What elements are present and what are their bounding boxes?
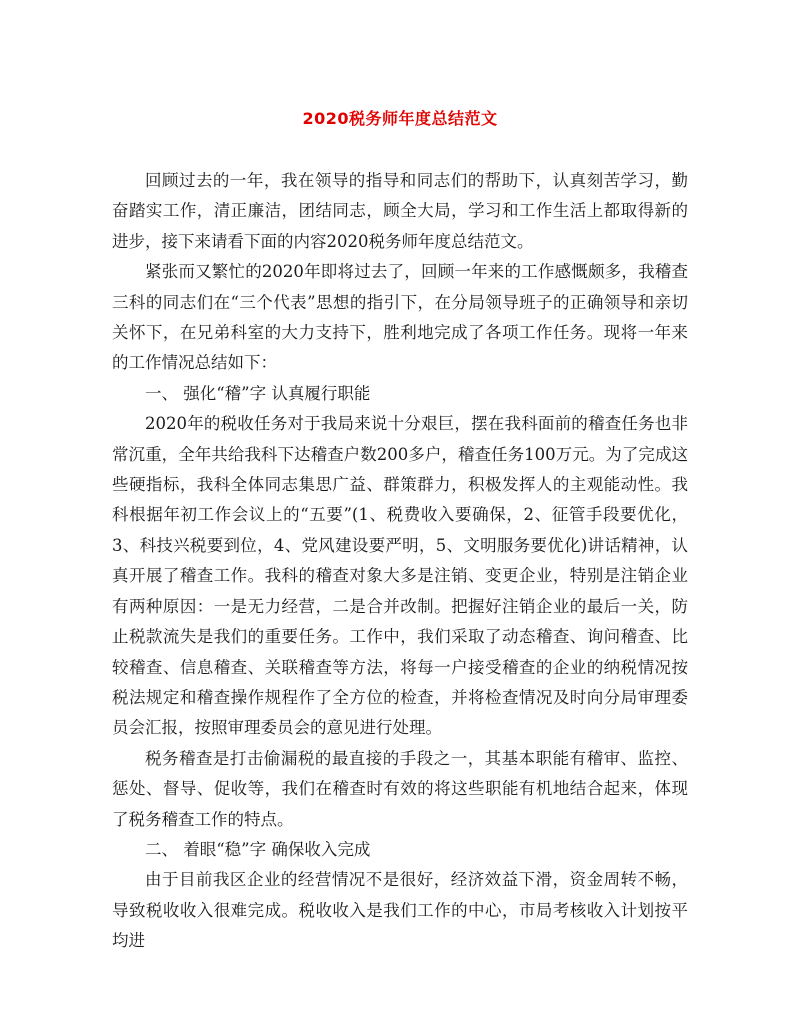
paragraph-section-1-body: 2020年的税收任务对于我局来说十分艰巨，摆在我科面前的稽查任务也非常沉重，全年共给我科下达稽查户数200多户，稽查任务100万元。为了完成这些硬指标，我科全体同志集思广益、群策群力，积极发挥人的主观能动性。我科根据年初工作会议上的“五要”(1、税费收入要确保，2、征管手段要优化，3、科技兴税要到位，4、党风建设要严明，5、文明服务要优化)讲话精神，认真开展了稽查工作。我科的稽查对象大多是注销、变更企业，特别是注销企业有两种原因：一是无力经营，二是合并改制。把握好注销企业的最后一关，防止税款流失是我们的重要任务。工作中，我们采取了动态稽查、询问稽查、比较稽查、信息稽查、关联稽查等方法，将每一户接受稽查的企业的纳税情况按税法规定和稽查操作规程作了全方位的检查，并将检查情况及时向分局审理委员会汇报，按照审理委员会的意见进行处理。 [112, 414, 688, 738]
section-heading-2: 二、 着眼“稳”字 确保收入完成 [145, 839, 371, 859]
section-heading-1: 一、 强化“稽”字 认真履行职能 [145, 383, 371, 403]
paragraph-overview: 紧张而又繁忙的2020年即将过去了，回顾一年来的工作感慨颇多，我稽查三科的同志们在“三个代表”思想的指引下，在分局领导班子的正确领导和亲切关怀下，在兄弟科室的大力支持下，胜利地完成了各项工作任务。现将一年来的工作情况总结如下： [112, 262, 688, 373]
paragraph-section-1-functions: 税务稽查是打击偷漏税的最直接的手段之一，其基本职能有稽审、监控、惩处、督导、促收等，我们在稽查时有效的将这些职能有机地结合起来，体现了税务稽查工作的特点。 [112, 748, 688, 829]
paragraph-intro: 回顾过去的一年，我在领导的指导和同志们的帮助下，认真刻苦学习，勤奋踏实工作，清正廉洁，团结同志，顾全大局，学习和工作生活上都取得新的进步，接下来请看下面的内容2020税务师年度总结范文。 [112, 171, 688, 251]
paragraph-section-2-body: 由于目前我区企业的经营情况不是很好，经济效益下滑，资金周转不畅，导致税收收入很难完成。税收收入是我们工作的中心，市局考核收入计划按平均进 [112, 870, 688, 951]
document-body [112, 166, 688, 957]
document-title: 2020税务师年度总结范文 [302, 109, 498, 128]
